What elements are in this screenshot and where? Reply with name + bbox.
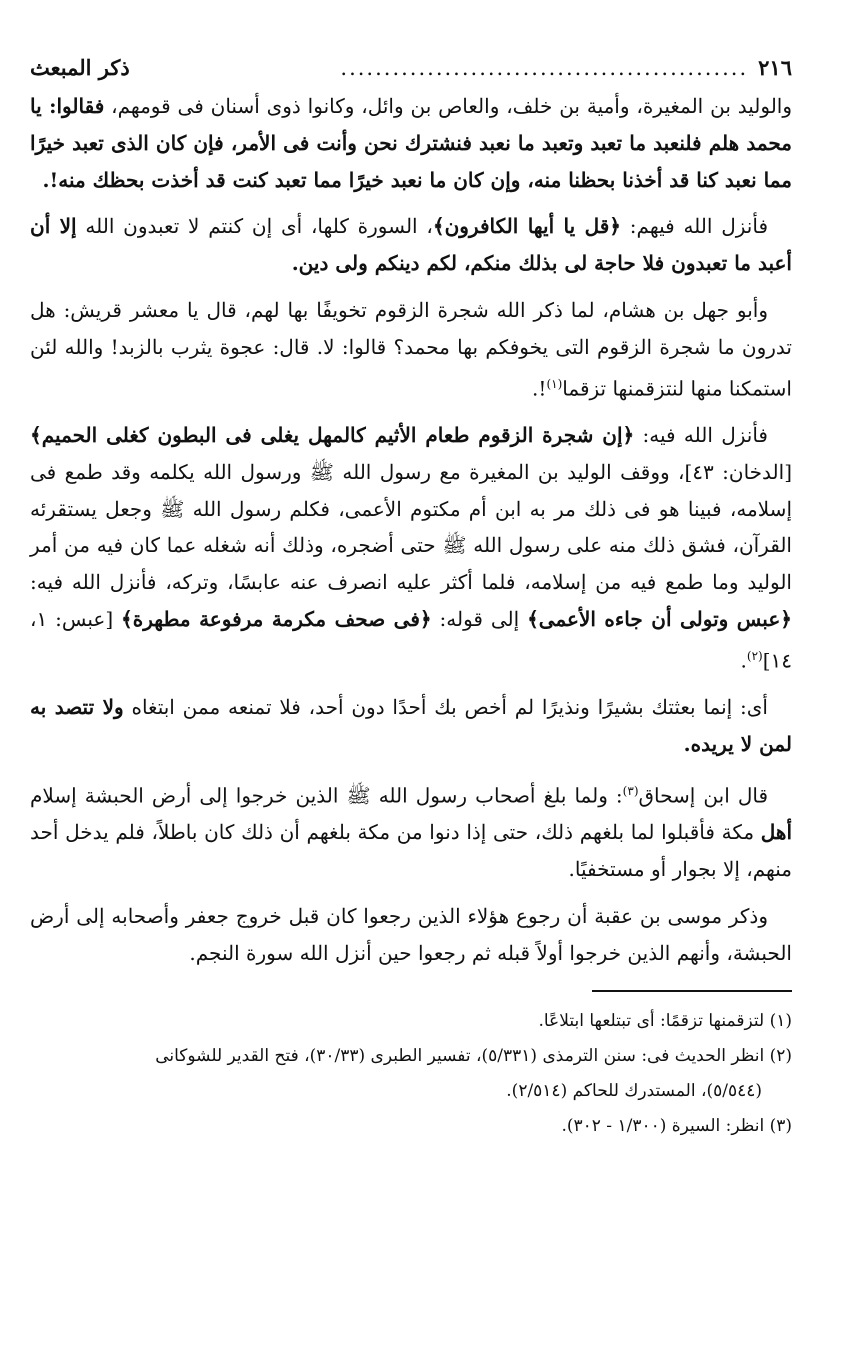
paragraph-1 [30, 88, 792, 198]
paragraph-text: وأبو جهل بن هشام، لما ذكر الله شجرة الزقوم تخويفًا بها لهم، قال يا معشر قريش: هل تدرون ما شجرة الزقوم التى يخوفكم بها محمد؟ قالوا: لا. قال: عجوة يثرب بالزبد! والله لئن استمكنا منها لنتزقمنها تزقما [30, 297, 792, 401]
footnote-text: (٥/٥٤٤)، المستدرك للحاكم (٢/٥١٤). [506, 1080, 762, 1101]
paragraph-text-bold: ولا تتصد به لمن لا يريده. [30, 695, 792, 757]
paragraph-text: ، السورة كلها، أى إن كنتم لا تعبدون الله [76, 214, 433, 239]
paragraph-7 [30, 898, 792, 972]
running-title: ذكر المبعث [30, 55, 130, 80]
footnote-1 [30, 1006, 792, 1037]
footnote-ref: (٣) [622, 783, 639, 798]
quran-quote: ﴿إن شجرة الزقوم طعام الأثيم كالمهل يغلى فى البطون كغلى الحميم﴾ [30, 423, 635, 448]
footnotes [30, 1006, 792, 1142]
footnote-ref: (٢) [746, 648, 763, 663]
quran-quote: ﴿فى صحف مكرمة مرفوعة مطهرة﴾ [121, 607, 432, 632]
footnote-text: انظر الحديث فى: سنن الترمذى (٥/٣٣١)، تفسير الطبرى (٣٠/٣٣)، فتح القدير للشوكانى [155, 1045, 765, 1066]
running-header [30, 48, 792, 88]
footnote-number: (١) [769, 1010, 792, 1031]
paragraph-2 [30, 208, 792, 282]
header-leader-dots: ............................................... [340, 56, 749, 80]
quran-quote: ﴿قل يا أيها الكافرون﴾ [432, 214, 622, 239]
footnote-2-continuation [30, 1076, 792, 1107]
paragraph-text: مكة فأقبلوا لما بلغهم ذلك، حتى إذا دنوا من مكة بلغهم أن ذلك كان باطلاً، فلم يدخل أحد منهم، إلا بجوار أو مستخفيًا. [30, 820, 792, 882]
footnote-text: لتزقمنها تزقمًا: أى تبتلعها ابتلاعًا. [538, 1010, 765, 1031]
paragraph-4 [30, 417, 792, 679]
paragraph-text: فأنزل الله فيه: [634, 423, 768, 448]
footnote-separator [592, 990, 792, 992]
footnote-number: (٣) [769, 1115, 792, 1136]
paragraph-text-bold: إلا أن أعبد ما تعبدون فلا حاجة لى بذلك منكم، لكم دينكم ولى دين. [30, 214, 792, 276]
paragraph-text: : ولما بلغ أصحاب رسول الله ﷺ الذين خرجوا إلى أرض الحبشة إسلام [30, 783, 623, 808]
paragraph-3 [30, 292, 792, 407]
footnote-ref: (١) [546, 376, 563, 391]
page-number: ٢١٦ [758, 55, 792, 80]
footnote-2 [30, 1041, 792, 1072]
main-text [30, 88, 792, 972]
paragraph-text: والوليد بن المغيرة، وأمية بن خلف، والعاص بن وائل، وكانوا ذوى أسنان فى قومهم، [104, 94, 792, 118]
paragraph-text: فأنزل الله فيهم: [621, 214, 769, 239]
footnote-3 [30, 1111, 792, 1142]
book-page [30, 48, 792, 1146]
paragraph-text: !. [532, 376, 547, 401]
paragraph-text: قال ابن إسحاق [638, 783, 768, 808]
footnote-number: (٢) [769, 1045, 792, 1066]
paragraph-text-bold: فقالوا: يا محمد هلم فلنعبد ما تعبد وتعبد ما نعبد فنشترك نحن وأنت فى الأمر، فإن كان الذى تعبد خيرًا مما نعبد كنا قد أخذنا بحظنا منه، وإن كان ما نعبد خيرًا مما تعبد كنت قد أخذت بحظك منه!. [30, 94, 793, 192]
paragraph-text-bold: أهل [760, 820, 792, 845]
quran-quote: ﴿عبس وتولى أن جاءه الأعمى﴾ [527, 607, 792, 632]
paragraph-6 [30, 773, 792, 888]
paragraph-text: [الدخان: ٤٣]، ووقف الوليد بن المغيرة مع رسول الله ﷺ ورسول الله يكلمه وقد طمع فى إسلامه، فبينا هو فى ذلك مر به ابن أم مكتوم الأعمى، فكلم رسول الله ﷺ وجعل يستقرئه القرآن، فشق ذلك منه على رسول الله ﷺ حتى أضجره، وذلك أنه شغله عما كان فيه من أمر الوليد وما طمع فيه من إسلامه، فلما أكثر عليه انصرف عنه عابسًا، وتركه، فأنزل الله فيه: [30, 459, 792, 595]
paragraph-5 [30, 689, 792, 763]
footnote-text: انظر: السيرة (١/٣٠٠ - ٣٠٢). [561, 1115, 765, 1136]
paragraph-text: [عبس: ١، ١٤] [30, 607, 792, 673]
paragraph-text: وذكر موسى بن عقبة أن رجوع هؤلاء الذين رجعوا كان قبل خروج جعفر وأصحابه إلى أرض الحبشة، وأنهم الذين خرجوا أولاً قبله ثم رجعوا حين أنزل الله سورة النجم. [30, 903, 792, 965]
paragraph-text: أى: إنما بعثتك بشيرًا ونذيرًا لم أخص بك أحدًا دون أحد، فلا تمنعه ممن ابتغاه [123, 695, 768, 720]
paragraph-text: إلى قوله: [431, 607, 528, 632]
paragraph-text: . [740, 648, 747, 673]
